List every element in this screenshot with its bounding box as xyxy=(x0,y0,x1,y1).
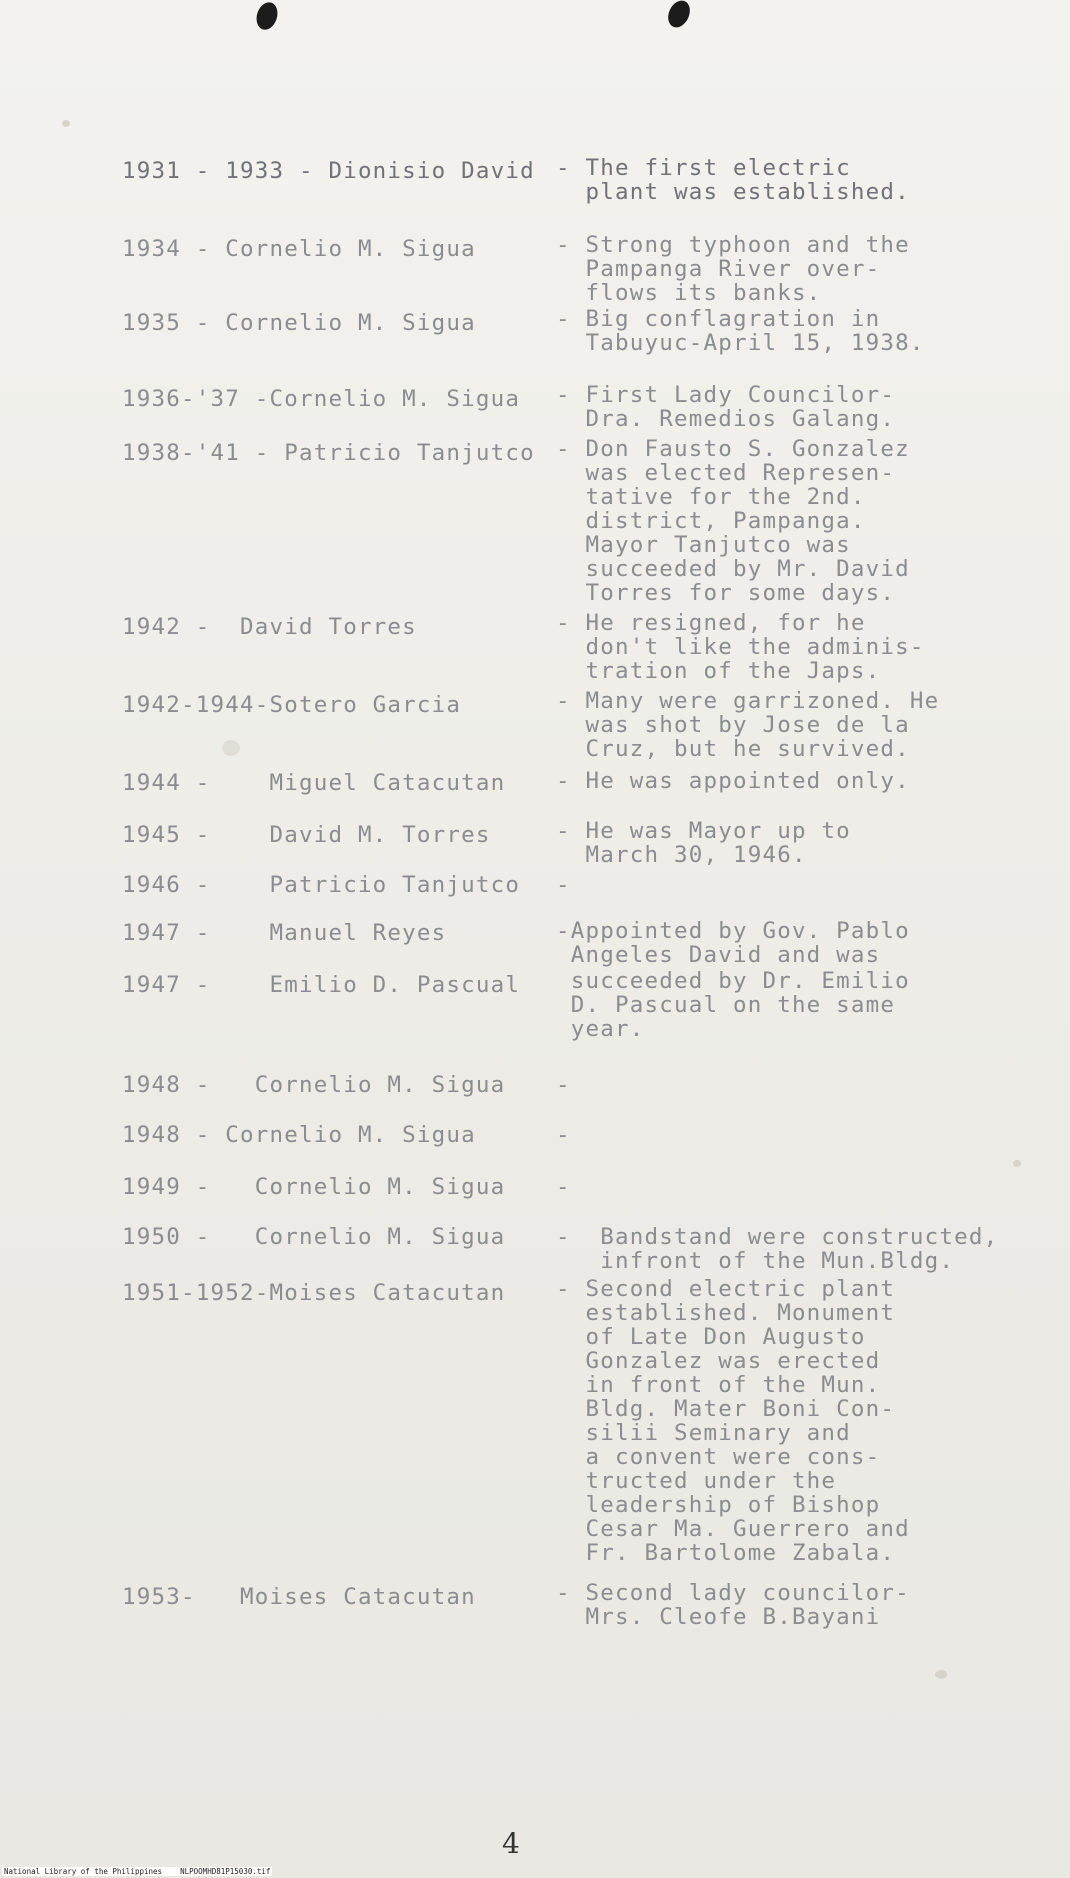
entry-term: 1934 - Cornelio M. Sigua xyxy=(122,236,476,262)
paper-speck xyxy=(1013,1160,1021,1167)
entry-term: 1936-'37 -Cornelio M. Sigua xyxy=(122,386,521,412)
entry-note-line: - Big conflagration in xyxy=(556,306,881,332)
entry-note-line: - xyxy=(556,1072,571,1098)
entry-note-line: Dra. Remedios Galang. xyxy=(556,406,896,432)
entry-note-line: - He was appointed only. xyxy=(556,768,910,794)
entry-note-line: don't like the adminis- xyxy=(556,634,925,660)
entry-term: 1951-1952-Moises Catacutan xyxy=(122,1280,506,1306)
entry-term: 1942 - David Torres xyxy=(122,614,417,640)
entry-note-line: of Late Don Augusto xyxy=(556,1324,866,1350)
entry-note-line: Mayor Tanjutco was xyxy=(556,532,851,558)
entry-note-line: Angeles David and was xyxy=(556,942,881,968)
entry-note-line: - He resigned, for he xyxy=(556,610,866,636)
entry-note-line: plant was established. xyxy=(556,179,910,205)
entry-note-line: in front of the Mun. xyxy=(556,1372,881,1398)
entry-term: 1942-1944-Sotero Garcia xyxy=(122,692,462,718)
entry-term: 1950 - Cornelio M. Sigua xyxy=(122,1224,506,1250)
entry-note-line: - He was Mayor up to xyxy=(556,818,851,844)
entry-note-line: - xyxy=(556,1174,571,1200)
entry-term: 1935 - Cornelio M. Sigua xyxy=(122,310,476,336)
entry-note-line: infront of the Mun.Bldg. xyxy=(556,1248,955,1274)
entry-note-line: established. Monument xyxy=(556,1300,896,1326)
entry-note-line: flows its banks. xyxy=(556,280,822,306)
entry-note-line: - Second electric plant xyxy=(556,1276,896,1302)
entry-term: 1948 - Cornelio M. Sigua xyxy=(122,1122,476,1148)
entry-note-line: March 30, 1946. xyxy=(556,842,807,868)
entry-note-line: tration of the Japs. xyxy=(556,658,881,684)
page-number: 4 xyxy=(502,1827,520,1860)
entry-term: 1946 - Patricio Tanjutco xyxy=(122,872,521,898)
entry-term: 1947 - Emilio D. Pascual xyxy=(122,972,521,998)
entry-term: 1931 - 1933 - Dionisio David xyxy=(122,158,535,184)
entry-term: 1945 - David M. Torres xyxy=(122,822,491,848)
entry-note-line: Torres for some days. xyxy=(556,580,896,606)
entry-note-line: Cruz, but he survived. xyxy=(556,736,910,762)
entry-note-line: Tabuyuc-April 15, 1938. xyxy=(556,330,925,356)
entry-note-line: D. Pascual on the same xyxy=(556,992,896,1018)
entry-note-line: leadership of Bishop xyxy=(556,1492,881,1518)
entry-note-line: Pampanga River over- xyxy=(556,256,881,282)
entry-note-line: year. xyxy=(556,1016,645,1042)
paper-speck xyxy=(62,120,70,127)
entry-term: 1947 - Manuel Reyes xyxy=(122,920,447,946)
entry-note-line: - First Lady Councilor- xyxy=(556,382,896,408)
entry-note-line: - xyxy=(556,872,571,898)
entry-note-line: tructed under the xyxy=(556,1468,837,1494)
entry-note-line: - Many were garrizoned. He xyxy=(556,688,940,714)
entry-note-line: Fr. Bartolome Zabala. xyxy=(556,1540,896,1566)
entry-note-line: a convent were cons- xyxy=(556,1444,881,1470)
punch-hole xyxy=(253,0,281,32)
entry-note-line: - The first electric xyxy=(556,155,851,181)
entry-note-line: - xyxy=(556,1122,571,1148)
entry-note-line: was elected Represen- xyxy=(556,460,896,486)
entry-note-line: succeeded by Mr. David xyxy=(556,556,910,582)
entry-note-line: Mrs. Cleofe B.Bayani xyxy=(556,1604,881,1630)
paper-speck xyxy=(222,740,240,756)
entry-note-line: succeeded by Dr. Emilio xyxy=(556,968,910,994)
entry-note-line: - Bandstand were constructed, xyxy=(556,1224,999,1250)
entry-term: 1949 - Cornelio M. Sigua xyxy=(122,1174,506,1200)
entry-note-line: silii Seminary and xyxy=(556,1420,851,1446)
entry-note-line: Bldg. Mater Boni Con- xyxy=(556,1396,896,1422)
entry-note-line: -Appointed by Gov. Pablo xyxy=(556,918,910,944)
entry-term: 1953- Moises Catacutan xyxy=(122,1584,476,1610)
entry-term: 1938-'41 - Patricio Tanjutco xyxy=(122,440,535,466)
entry-note-line: Cesar Ma. Guerrero and xyxy=(556,1516,910,1542)
entry-note-line: was shot by Jose de la xyxy=(556,712,910,738)
paper-speck xyxy=(935,1670,947,1679)
entry-note-line: Gonzalez was erected xyxy=(556,1348,881,1374)
entry-note-line: - Second lady councilor- xyxy=(556,1580,910,1606)
entry-note-line: - Strong typhoon and the xyxy=(556,232,910,258)
entry-note-line: district, Pampanga. xyxy=(556,508,866,534)
archive-footer: National Library of the Philippines NLPOOMHD81P15030.tif xyxy=(4,1867,271,1876)
entry-term: 1948 - Cornelio M. Sigua xyxy=(122,1072,506,1098)
entry-note-line: tative for the 2nd. xyxy=(556,484,866,510)
entry-note-line: - Don Fausto S. Gonzalez xyxy=(556,436,910,462)
punch-hole xyxy=(664,0,694,31)
entry-term: 1944 - Miguel Catacutan xyxy=(122,770,506,796)
